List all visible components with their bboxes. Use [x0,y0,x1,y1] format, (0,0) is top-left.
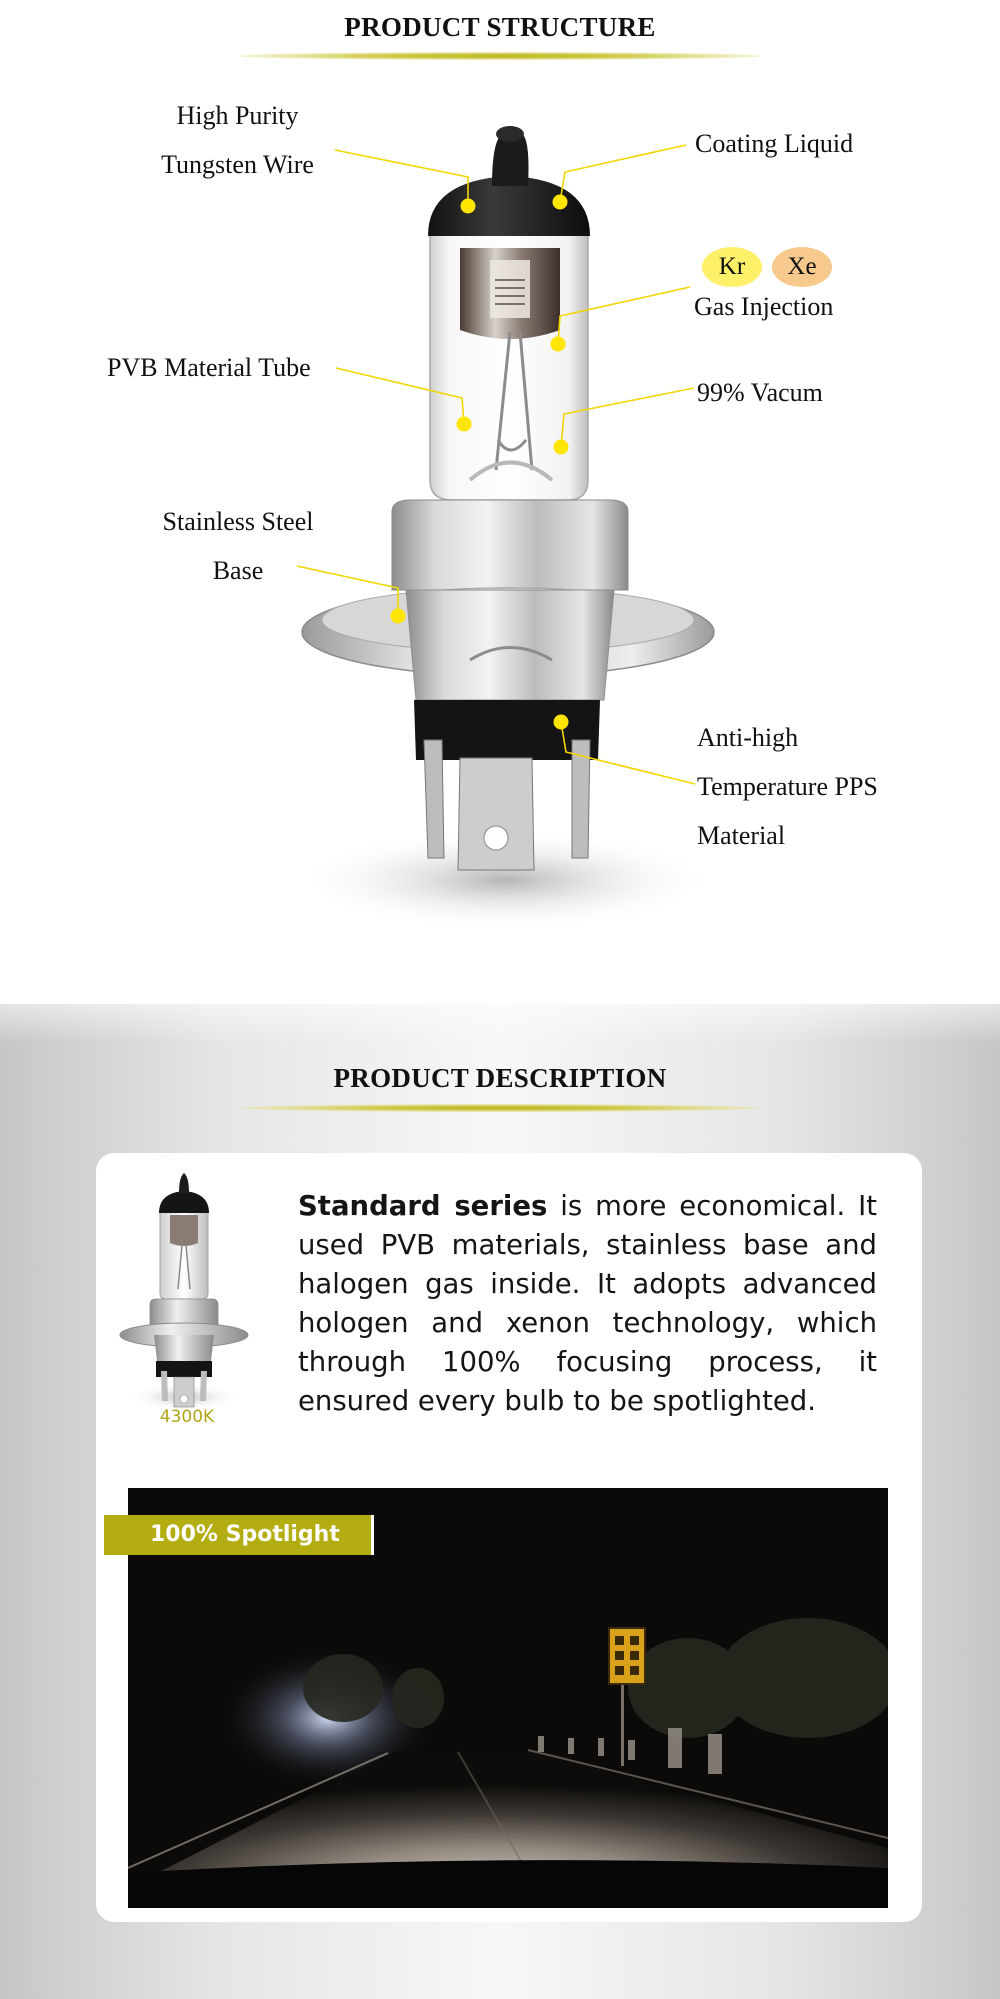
description-title-divider [240,1104,760,1112]
marker-coating [553,195,568,210]
label-gas-injection: Gas Injection [694,292,834,321]
color-temperature-label: 4300K [159,1407,215,1427]
leader-vacuum [561,388,694,447]
label-pps-line3: Material [697,821,786,850]
leader-tungsten [335,150,468,206]
spotlight-banner-label: 100% Spotlight [150,1522,340,1547]
leader-coating [560,145,686,202]
label-tungsten-line1: High Purity [176,101,299,130]
label-tungsten-line2: Tungsten Wire [161,150,314,179]
label-pps-line2: Temperature PPS [697,772,878,801]
label-base-line1: Stainless Steel [162,507,314,536]
marker-base [391,609,406,624]
marker-tube [457,417,472,432]
gas-chip-kr: Kr [702,247,762,287]
label-pvb-tube: PVB Material Tube [107,353,311,382]
description-paragraph [298,1187,877,1421]
leader-pps [561,722,695,784]
label-vacuum: 99% Vacum [697,378,823,407]
leader-tube [336,368,464,424]
gas-chip-xe: Xe [772,247,832,287]
description-title: PRODUCT DESCRIPTION [333,1063,667,1093]
product-description-section [0,1004,1000,1999]
marker-tungsten [461,199,476,214]
label-base-line2: Base [212,556,264,585]
description-bold-lead: Standard series [298,1190,548,1222]
bulb-thumbnail [114,1165,254,1415]
leader-gas [558,287,690,344]
marker-vacuum [554,440,569,455]
marker-gas [551,337,566,352]
label-coating-liquid: Coating Liquid [695,129,854,158]
spotlight-banner [104,1515,374,1555]
label-pps-line1: Anti-high [697,723,799,752]
marker-pps [554,715,569,730]
structure-title: PRODUCT STRUCTURE [344,12,656,42]
description-body: is more economical. It used PVB materials, stainless base and halogen gas inside. It adopts advanced hologen and xenon technology, which through 100% focusing process, it ensured every bulb to be spotlighted. [298,1190,877,1417]
